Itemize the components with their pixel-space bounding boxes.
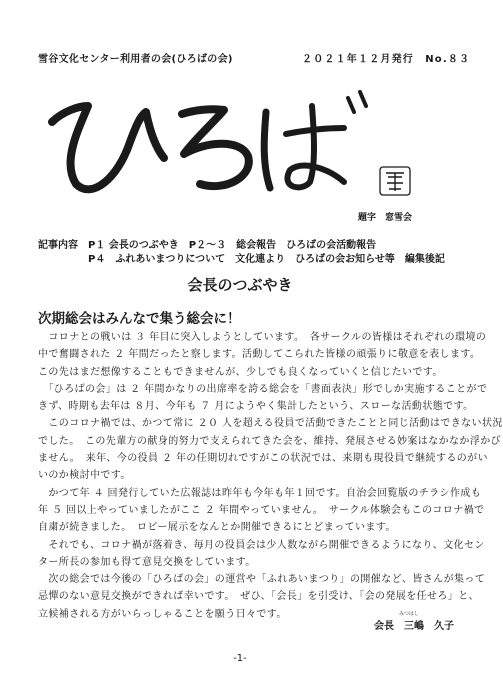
section-title: 会長のつぶやき	[187, 276, 293, 294]
contents-line-2: P４ ふれあいまつりについて 文化連より ひろばの会お知らせ等 編集後記	[38, 254, 445, 265]
title-credit: 題字 窓雪会	[358, 213, 413, 223]
signature-furigana: みつはし	[399, 611, 419, 617]
article-line: 中で奮闘された ２ 年間だったと察します。活動してこられた皆様の頑張りに敬意を表します。	[38, 349, 481, 361]
article-headline: 次期総会はみんなで集う総会に！	[38, 311, 241, 327]
article-line: 年 ５ 回以上やっていましたがここ ２ 年間やっていません。 サークル体験会もこのコロナ禍で	[38, 504, 485, 516]
article-line: ター所長の参加も得て意見交換をしています。	[38, 556, 256, 568]
article-line: 自粛が続きました。 ロビー展示をなんとか開催できるにとどまっています。	[38, 522, 396, 534]
signature: 会長 三嶋 久子	[374, 621, 454, 632]
article-body	[38, 329, 503, 623]
contents-line-1: 記事内容 P１ 会長のつぶやき P２～３ 総会報告 ひろばの会活動報告	[38, 240, 377, 251]
article-line: 次の総会では今後の「ひろばの会」の運営や「ふれあいまつり」の開催など、皆さんが集って	[38, 574, 486, 586]
article-line: この先はまだ想像することもできませんが、少しでも良くなっていくと信じたいです。	[38, 366, 443, 378]
article-line: きず、時期も去年は ８月、今年も ７ 月にようやく集計したという、スローな活動状態です。	[38, 401, 474, 413]
article-line: かつて年 ４ 回発行していた広報誌は昨年も今年も年１回です。自治会回覧版のチラシ作成も	[38, 487, 482, 499]
table-of-contents	[38, 239, 445, 267]
issue-info: ２０２１年１２月発行 No.８３	[302, 54, 471, 65]
article-line: このコロナ禍では、かつて常に ２０ 人を超える役員で活動できたことと同じ活動はできない状況	[38, 418, 503, 430]
article-line: ません。 来年、今の役員 ２ 年の任期切れですがこの状況では、来期も現役員で継続するのがい	[38, 453, 488, 465]
article-line: 立候補される方がいらっしゃることを願う日々です。	[38, 608, 287, 620]
article-line: 「ひろばの会」は ２ 年間かなりの出席率を誇る総会を「書面表決」形でしか実施することがで	[38, 383, 488, 395]
artist-seal-icon	[378, 165, 412, 197]
article-line: でした。 この先輩方の献身的努力で支えられてきた会を、維持、発展させる妙案はなかなか浮かび	[38, 435, 501, 447]
article-line: いのか検討中です。	[38, 470, 131, 482]
hiroba-logo	[44, 72, 374, 202]
article-line: 忌憚のない意見交換ができれば幸いです。 ぜひ、「会長」を引受け、「会の発展を任せろ」と、	[38, 591, 479, 603]
organization-name: 雪谷文化センター利用者の会(ひろばの会)	[38, 54, 233, 65]
article-line: コロナとの戦いは ３ 年目に突入しようとしています。 各サークルの皆様はそれぞれの環境の	[38, 332, 487, 343]
page-number: -1-	[233, 653, 247, 664]
article-line: それでも、コロナ禍が落着き、毎月の役員会は少人数ながら開催できるようになり、文化セン	[38, 539, 485, 551]
